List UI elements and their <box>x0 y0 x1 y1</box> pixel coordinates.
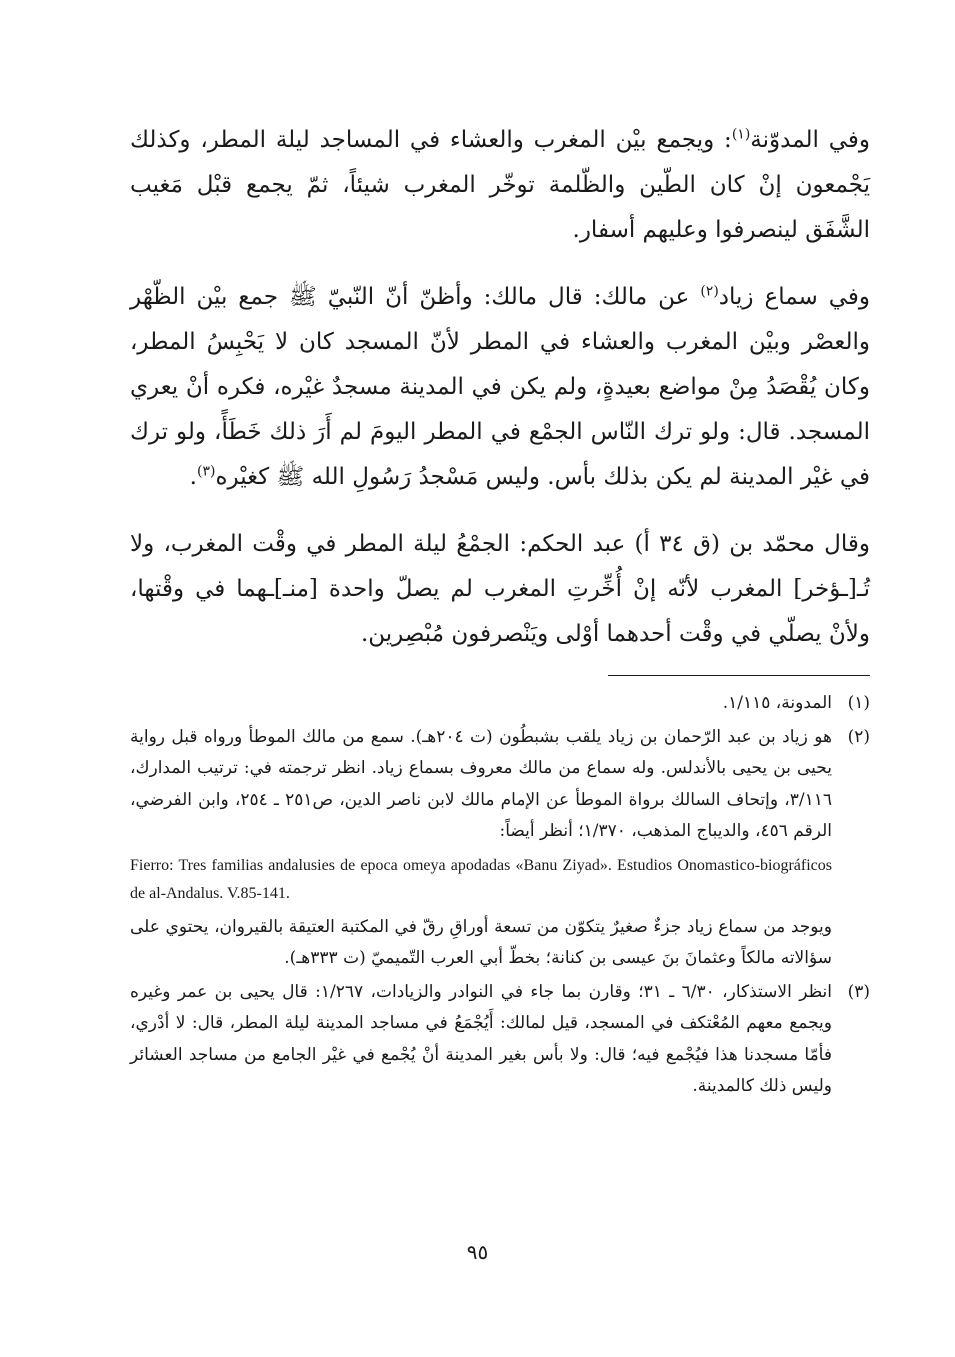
footnote-2-extra: ويوجد من سماع زياد جزءٌ صغيرٌ يتكوّن من تسعة أوراقِ رقّ في المكتبة العتيقة بالقيروان، يحتوي على سؤالاته مالكاً وعثمانَ بنَ عيسى بن كنانة؛ بخطّ أبي العرب التّميميّ (ت ٣٣٣هـ). <box>130 916 832 968</box>
footnotes-list <box>130 688 870 1103</box>
page-body <box>130 118 870 1318</box>
footnote-3-body <box>130 977 832 1103</box>
paragraph-1 <box>130 118 870 253</box>
paragraph-1-text-rest: : ويجمع بيْن المغرب والعشاء في المساجد ليلة المطر، وكذلك يَجْمعون إنْ كان الطّين والظّلمة توخّر المغرب شيئاً، ثمّ يجمع قبْل مَغيب الشَّفَق لينصرفوا وعليهم أسفار. <box>130 127 870 243</box>
footnote-1-text: المدونة، ١/١١٥. <box>722 693 832 713</box>
paragraph-2 <box>130 275 870 500</box>
footnote-2-number: (٢) <box>847 726 870 747</box>
footnote-1-number: (١) <box>847 693 870 713</box>
footnote-3 <box>130 977 870 1103</box>
footnote-2-text: هو زياد بن عبد الرّحمان بن زياد يلقب بشبطُون (ت ٢٠٤هـ). سمع من مالك الموطأ ورواه قبل رواية يحيى بن يحيى بالأندلس. وله سماع من مالك معروف بسماع زياد. انظر ترجمته في: ترتيب المدارك، ٣/١١٦، وإتحاف السالك برواة الموطأ عن الإمام مالك لابن ناصر الدين، ص٢٥١ ـ ٢٥٤، وابن الفرضي، الرقم ٤٥٦، والديباج المذهب، ١/٣٧٠؛ أنظر أيضاً: <box>130 726 833 841</box>
paragraph-1-text-start: وفي المدوّنة <box>750 127 870 153</box>
page-number: ٩٥ <box>466 1240 489 1264</box>
footnote-2 <box>130 722 870 975</box>
footnote-ref-3[interactable]: (٣) <box>196 463 216 480</box>
paragraph-2-text-end: . <box>189 464 197 490</box>
paragraph-3 <box>130 522 870 657</box>
footnote-ref-1[interactable]: (١) <box>731 126 751 143</box>
footnote-2-body <box>130 722 832 975</box>
paragraph-3-text: وقال محمّد بن (ق ٣٤ أ) عبد الحكم: الجمْعُ ليلة المطر في وقْت المغرب، ولا تُـ[ـؤخر] المغرب لأنّه إنْ أُخِّرتِ المغرب لم يصلّ واحدة [منـ]ـهما في وقْتها، ولأنْ يصلّي في وقْت أحدهما أوْلى ويَنْصرفون مُبْصِرين. <box>130 531 870 647</box>
paragraph-2-text-rest: عن مالك: قال مالك: وأظنّ أنّ النّبيّ ﷺ جمع بيْن الظّهْر والعصْر وبيْن المغرب والعشاء في المطر لأنّ المسجد كان لا يَحْبِسُ المطر، وكان يُقْصَدُ مِنْ مواضع بعيدةٍ، ولم يكن في المدينة مسجدٌ غيْره، فكره أنْ يعري المسجد. قال: ولو ترك النّاس الجمْع في المطر اليومَ لم أَرَ ذلك خَطَأً، ولو ترك في غيْر المدينة لم يكن بذلك بأس. وليس مَسْجدُ رَسُولِ الله ﷺ كغيْره <box>130 284 870 490</box>
footnote-ref-2[interactable]: (٢) <box>700 283 719 300</box>
paragraph-2-text-start: وفي سماع زياد <box>718 284 871 310</box>
footnote-2-latin-citation: Fierro: Tres familias andalusies de epoca omeya apodadas «Banu Ziyad». Estudios Onomastico-biográficos de al-Andalus. V.85-141. <box>130 856 832 902</box>
footnote-divider <box>608 675 870 676</box>
footnote-3-text: انظر الاستذكار، ٦/٣٠ ـ ٣١؛ وقارن بما جاء في النوادر والزيادات، ١/٢٦٧: قال يحيى بن عمر وغيره ويجمع معهم المُعْتكف في المسجد، قيل لمالك: أَيُجْمَعُ في مساجد المدينة ليلة المطر، قال: لا أدْري، فأمّا مسجدنا هذا فيُجْمع فيه؛ قال: ولا بأس بغير المدينة أنْ يُجْمع في غيْر الجامع من مساجد العشائر وليس ذلك كالمدينة. <box>130 981 832 1096</box>
footnote-1-body <box>130 688 832 720</box>
footnote-3-number: (٣) <box>847 981 870 1002</box>
footnote-1 <box>130 688 870 720</box>
